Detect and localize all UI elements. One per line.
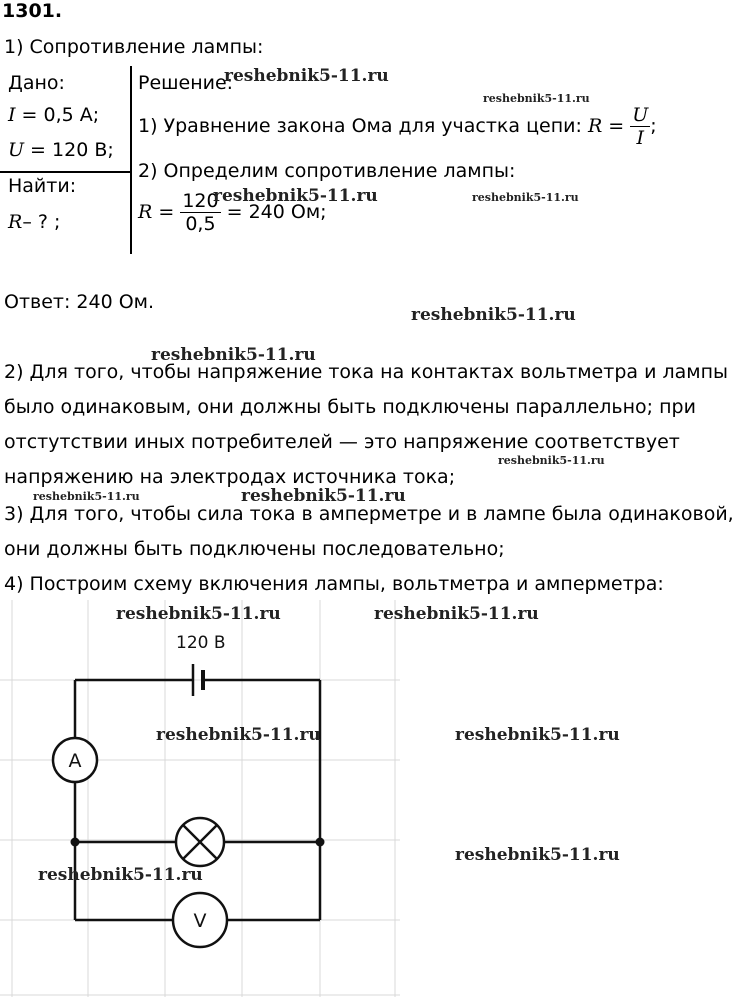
para3-line2: они должны быть подключены последовательно; xyxy=(4,538,505,560)
watermark: reshebnik5-11.ru xyxy=(224,66,389,86)
voltmeter-label: V xyxy=(193,910,207,932)
step2-result: = 240 Ом; xyxy=(220,201,327,223)
para2-line2: было одинаковым, они должны быть подключены параллельно; при xyxy=(4,396,696,418)
var-i: I xyxy=(8,104,16,126)
watermark: reshebnik5-11.ru xyxy=(213,186,378,206)
answer: Ответ: 240 Ом. xyxy=(4,291,155,313)
voltmeter-icon xyxy=(173,893,227,947)
step1-end: ; xyxy=(650,115,657,137)
step1-text: 1) Уравнение закона Ома для участка цепи: xyxy=(138,115,582,137)
para2-line1: 2) Для того, чтобы напряжение тока на контактах вольтметра и лампы xyxy=(4,361,728,383)
ammeter-label: A xyxy=(68,750,82,772)
find-resistance xyxy=(8,211,60,233)
step1-fraction xyxy=(630,104,650,149)
watermark: reshebnik5-11.ru xyxy=(241,486,406,506)
step1-eq: = xyxy=(602,115,631,137)
table-divider-horizontal xyxy=(0,171,131,173)
given-current-value: = 0,5 А; xyxy=(15,104,100,126)
watermark: reshebnik5-11.ru xyxy=(38,865,203,885)
watermark: reshebnik5-11.ru xyxy=(151,345,316,365)
para2-line4: напряжению на электродах источника тока; xyxy=(4,466,456,488)
junction-left xyxy=(71,838,80,847)
var-u: U xyxy=(8,139,25,161)
given-header: Дано: xyxy=(8,72,65,94)
watermark: reshebnik5-11.ru xyxy=(498,454,605,467)
watermark: reshebnik5-11.ru xyxy=(483,92,590,105)
step2-numerator: 120 xyxy=(182,190,219,212)
given-voltage-value: = 120 В; xyxy=(24,139,114,161)
given-voltage xyxy=(8,139,114,161)
table-divider-vertical xyxy=(130,66,132,254)
step1-denominator: I xyxy=(636,127,645,149)
watermark: reshebnik5-11.ru xyxy=(455,845,620,865)
given-current xyxy=(8,104,99,126)
find-value: – ? ; xyxy=(22,211,61,233)
watermark: reshebnik5-11.ru xyxy=(411,305,576,325)
lamp-icon xyxy=(176,818,224,866)
watermark: reshebnik5-11.ru xyxy=(374,604,539,624)
step2-lhs: R xyxy=(138,201,153,223)
solution-step1 xyxy=(138,104,657,149)
watermark: reshebnik5-11.ru xyxy=(455,725,620,745)
source-label: 120 В xyxy=(176,633,226,653)
circuit-diagram xyxy=(0,600,420,997)
para2-line3: отстутствии иных потребителей — это напряжение соответствует xyxy=(4,431,680,453)
solution-step2-text: 2) Определим сопротивление лампы: xyxy=(138,160,516,182)
step2-eq: = xyxy=(152,201,181,223)
watermark: reshebnik5-11.ru xyxy=(472,191,579,204)
step1-lhs: R xyxy=(587,115,603,137)
var-r: R xyxy=(8,211,23,233)
step1-numerator: U xyxy=(632,104,649,126)
problem-number: 1301. xyxy=(2,0,63,22)
step2-denominator: 0,5 xyxy=(185,213,216,235)
part1-title: 1) Сопротивление лампы: xyxy=(4,36,264,58)
find-header: Найти: xyxy=(8,175,77,197)
watermark: reshebnik5-11.ru xyxy=(116,604,281,624)
watermark: reshebnik5-11.ru xyxy=(33,490,140,503)
watermark: reshebnik5-11.ru xyxy=(156,725,321,745)
junction-right xyxy=(316,838,325,847)
para4: 4) Построим схему включения лампы, вольтметра и амперметра: xyxy=(4,573,664,595)
para3-line1: 3) Для того, чтобы сила тока в амперметре и в лампе была одинаковой, xyxy=(4,503,734,525)
solution-header: Решение: xyxy=(138,72,234,94)
ammeter-icon xyxy=(53,738,97,782)
